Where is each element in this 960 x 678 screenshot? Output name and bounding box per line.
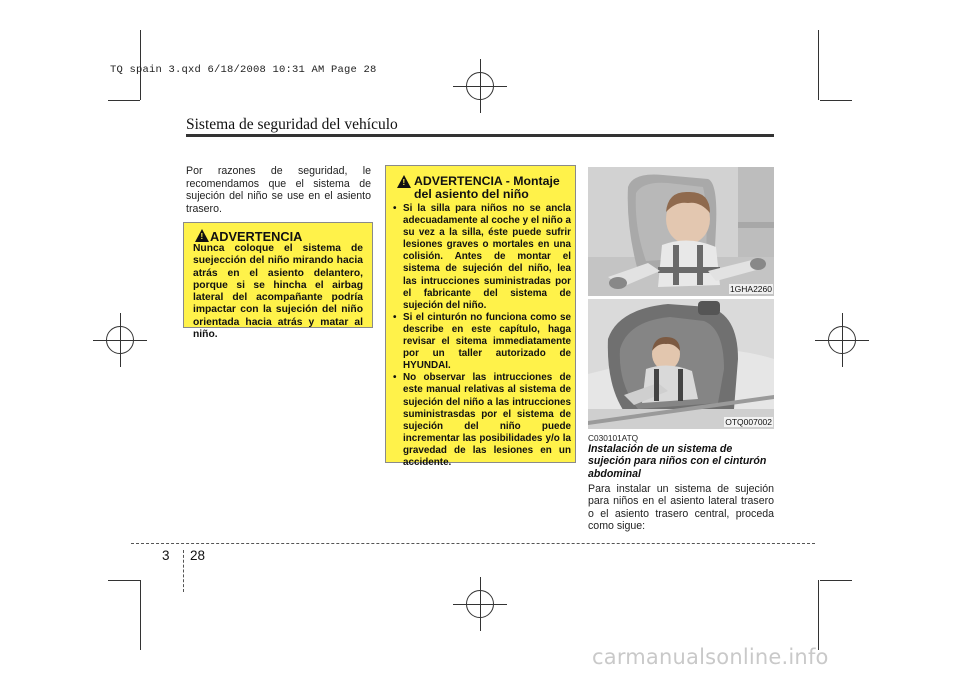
photo-code: 1GHA2260 xyxy=(729,284,772,294)
crop-mark xyxy=(820,580,852,581)
crop-mark xyxy=(818,580,819,650)
warning-title: ADVERTENCIA xyxy=(210,229,303,244)
print-slug: TQ spain 3.qxd 6/18/2008 10:31 AM Page 28 xyxy=(110,64,377,76)
warning-box-rear-facing xyxy=(183,222,373,341)
child-seat-photo xyxy=(588,299,774,429)
footer-rule xyxy=(131,543,815,544)
reference-code: C030101ATQ xyxy=(588,433,639,443)
page-number: 28 xyxy=(190,548,206,563)
registration-target xyxy=(466,590,494,618)
section-subheading: Instalación de un sistema de sujeción para niños con el cinturón abdominal xyxy=(588,443,767,480)
crop-mark xyxy=(108,580,140,581)
warning-title: ADVERTENCIA - Montaje del asiento del niño xyxy=(414,174,560,201)
crop-mark xyxy=(818,30,819,100)
booster-seat-illustration xyxy=(588,167,774,296)
photo-code: OTQ007002 xyxy=(725,417,772,427)
registration-target xyxy=(466,72,494,100)
warning-list-item: • No observar las intrucciones de este manual relativas al sistema de sujeción del niño a las intrucciones suministrasdas por el sistema de sujeción del niño puede incrementar las posibilidades y/o la gravedad de las lesiones en un accidente. xyxy=(393,372,571,469)
crop-mark xyxy=(140,580,141,650)
watermark: carmanualsonline.info xyxy=(592,645,829,669)
section-number: 3 xyxy=(162,548,170,563)
footer-divider xyxy=(183,550,185,592)
warning-box-seat-mounting xyxy=(385,165,576,468)
section-body: Para instalar un sistema de sujeción para niños en el asiento lateral trasero o el asiento trasero central, proceda como sigue: xyxy=(588,483,774,533)
warning-triangle-icon: ! xyxy=(195,229,209,242)
intro-paragraph: Por razones de seguridad, le recomendamos que el sistema de sujeción del niño se use en el asiento trasero. xyxy=(186,165,371,215)
section-title: Sistema de seguridad del vehículo xyxy=(186,116,398,133)
crop-mark xyxy=(108,100,140,101)
warning-list-item: • Si la silla para niños no se ancla adecuadamente al coche y el niño a su vez a la silla, éste puede sufrir lesiones graves o mortales en una colisión. Antes de montar el sistema de sujeción del niño, lea las intrucciones suministradas por el fabricante del sistema de sujeción del niño. xyxy=(393,203,571,312)
header-rule xyxy=(186,134,774,137)
crop-mark xyxy=(820,100,852,101)
warning-list xyxy=(393,203,571,469)
warning-list-item: • Si el cinturón no funciona como se describe en este capítulo, haga revisar el sitema immediatamente por un taller autorizado de HYUNDAI. xyxy=(393,312,571,372)
warning-triangle-icon: ! xyxy=(397,175,411,188)
registration-target xyxy=(106,326,134,354)
booster-seat-photo xyxy=(588,167,774,296)
child-seat-illustration xyxy=(588,299,774,429)
warning-body: Nunca coloque el sistema de suejección del niño mirando hacia atrás en el asiento delantero, porque si se hincha el airbag lateral del acompañante podría impactar con la sujeción del niño orientada hacia atrás y matar al niño. xyxy=(193,243,363,341)
registration-target xyxy=(828,326,856,354)
